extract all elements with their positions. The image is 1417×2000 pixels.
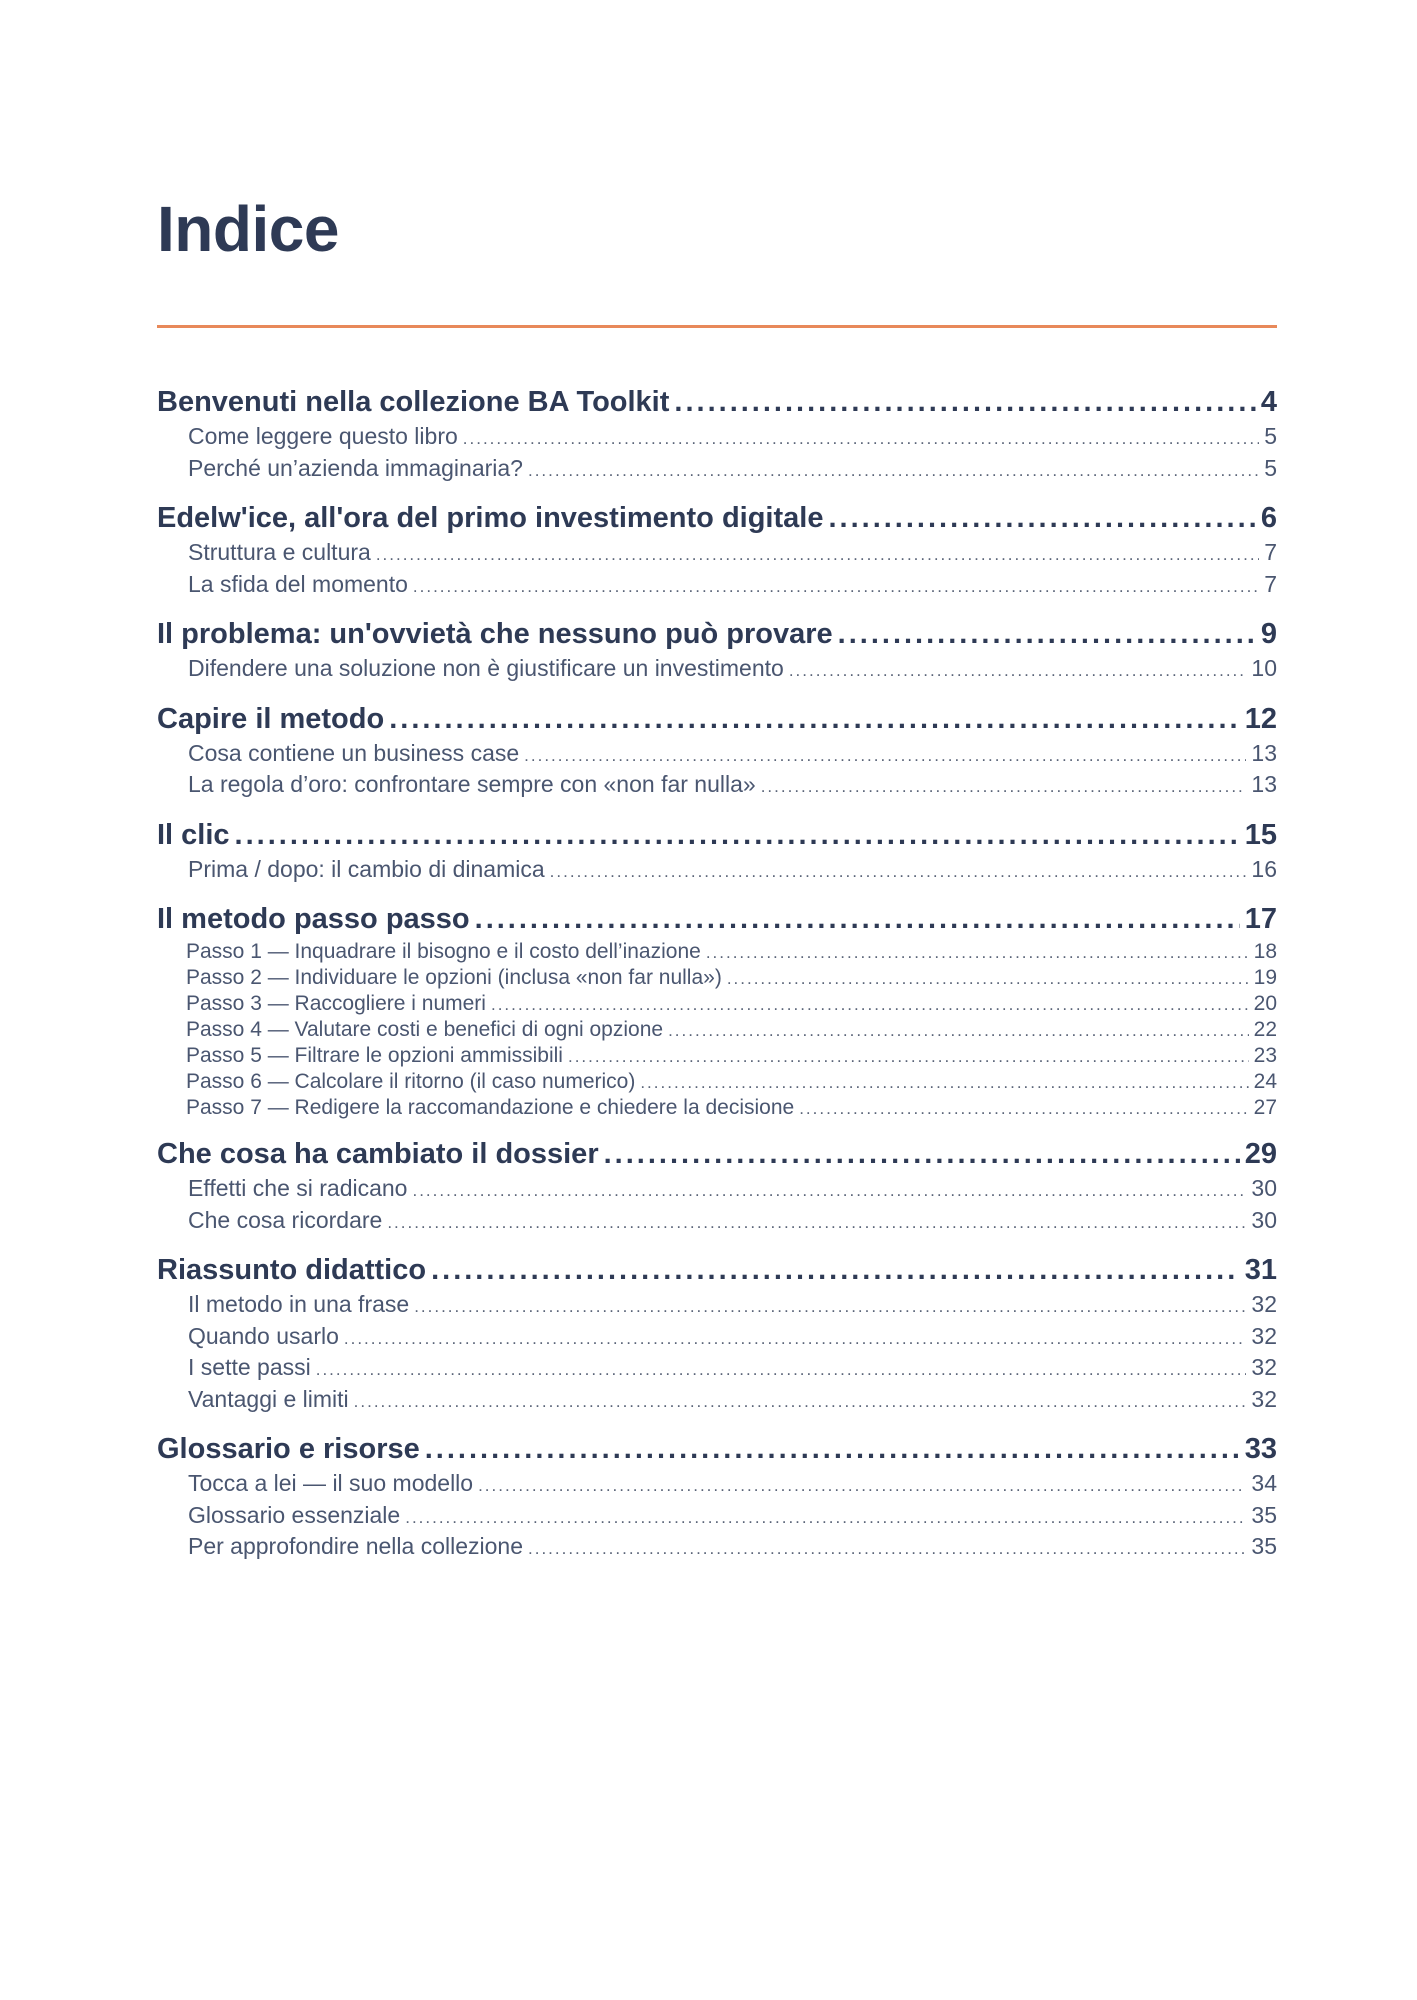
chapter-page-number: 12 bbox=[1244, 702, 1277, 735]
section-title: I sette passi bbox=[188, 1354, 311, 1380]
dot-leader bbox=[344, 1325, 1247, 1354]
dot-leader bbox=[491, 992, 1249, 1017]
section-page-number: 32 bbox=[1251, 1354, 1277, 1380]
toc-section-entry[interactable] bbox=[157, 454, 1277, 486]
dot-leader bbox=[431, 1250, 1240, 1290]
dot-leader bbox=[414, 1293, 1246, 1322]
page-title: Indice bbox=[157, 193, 339, 265]
toc-section-entry[interactable] bbox=[157, 538, 1277, 570]
chapter-title: Il clic bbox=[157, 818, 230, 851]
section-page-number: 13 bbox=[1251, 739, 1277, 766]
dot-leader bbox=[789, 657, 1247, 686]
toc-chapter bbox=[157, 498, 1277, 601]
toc-chapter bbox=[157, 1429, 1277, 1564]
toc-section-entry[interactable] bbox=[157, 1206, 1277, 1238]
toc-chapter-entry[interactable] bbox=[157, 699, 1277, 739]
dot-leader bbox=[838, 614, 1256, 654]
toc-section-entry[interactable] bbox=[157, 1353, 1277, 1385]
toc-step-entry[interactable] bbox=[157, 1095, 1277, 1121]
toc-section-entry[interactable] bbox=[157, 422, 1277, 454]
section-page-number: 32 bbox=[1251, 1291, 1277, 1317]
step-title: Passo 2 — Individuare le opzioni (inclusa «non far nulla») bbox=[186, 966, 722, 989]
toc-section-entry[interactable] bbox=[157, 1469, 1277, 1501]
chapter-title: Glossario e risorse bbox=[157, 1433, 420, 1465]
dot-leader bbox=[389, 699, 1240, 739]
dot-leader bbox=[528, 1535, 1246, 1564]
section-title: Per approfondire nella collezione bbox=[188, 1533, 523, 1559]
toc-chapter-entry[interactable] bbox=[157, 382, 1277, 422]
chapter-title: Il problema: un'ovvietà che nessuno può provare bbox=[157, 618, 833, 650]
toc-chapter-entry[interactable] bbox=[157, 614, 1277, 654]
toc-section-entry[interactable] bbox=[157, 739, 1277, 771]
chapter-page-number: 33 bbox=[1244, 1433, 1277, 1465]
step-page-number: 18 bbox=[1253, 940, 1277, 963]
dot-leader bbox=[640, 1070, 1248, 1095]
section-page-number: 7 bbox=[1264, 570, 1277, 597]
section-page-number: 32 bbox=[1251, 1385, 1277, 1412]
section-page-number: 5 bbox=[1264, 423, 1277, 449]
step-title: Passo 1 — Inquadrare il bisogno e il costo dell’inazione bbox=[186, 940, 701, 963]
toc-section-entry[interactable] bbox=[157, 1532, 1277, 1564]
dot-leader bbox=[727, 966, 1249, 991]
chapter-title: Il metodo passo passo bbox=[157, 903, 470, 935]
section-title: Struttura e cultura bbox=[188, 539, 371, 565]
toc-chapter-entry[interactable] bbox=[157, 1134, 1277, 1174]
dot-leader bbox=[376, 541, 1259, 570]
chapter-page-number: 31 bbox=[1244, 1254, 1277, 1286]
dot-leader bbox=[387, 1209, 1246, 1238]
section-title: Difendere una soluzione non è giustificare un investimento bbox=[188, 655, 784, 681]
toc-section-entry[interactable] bbox=[157, 1385, 1277, 1417]
section-title: Come leggere questo libro bbox=[188, 423, 458, 449]
dot-leader bbox=[761, 773, 1247, 802]
section-page-number: 35 bbox=[1251, 1533, 1277, 1559]
toc-section-entry[interactable] bbox=[157, 570, 1277, 602]
dot-leader bbox=[604, 1134, 1240, 1174]
chapter-title: Benvenuti nella collezione BA Toolkit bbox=[157, 386, 670, 418]
dot-leader bbox=[413, 573, 1259, 602]
chapter-page-number: 17 bbox=[1244, 903, 1277, 935]
section-page-number: 13 bbox=[1251, 771, 1277, 797]
section-title: La regola d’oro: confrontare sempre con «non far nulla» bbox=[188, 771, 756, 797]
toc-section-entry[interactable] bbox=[157, 1290, 1277, 1322]
section-page-number: 16 bbox=[1251, 855, 1277, 882]
toc-chapter bbox=[157, 1134, 1277, 1237]
toc-chapter-entry[interactable] bbox=[157, 815, 1277, 855]
chapter-title: Capire il metodo bbox=[157, 702, 385, 735]
dot-leader bbox=[235, 815, 1240, 855]
toc-step-entry[interactable] bbox=[157, 965, 1277, 991]
toc-section-entry[interactable] bbox=[157, 855, 1277, 887]
step-page-number: 20 bbox=[1253, 992, 1277, 1015]
chapter-title: Che cosa ha cambiato il dossier bbox=[157, 1138, 599, 1170]
dot-leader bbox=[528, 457, 1259, 486]
toc-section-entry[interactable] bbox=[157, 1174, 1277, 1206]
section-title: Glossario essenziale bbox=[188, 1501, 401, 1528]
dot-leader bbox=[668, 1018, 1249, 1043]
dot-leader bbox=[316, 1356, 1247, 1385]
chapter-title: Riassunto didattico bbox=[157, 1254, 427, 1286]
toc-chapter-entry[interactable] bbox=[157, 1250, 1277, 1290]
section-title: Vantaggi e limiti bbox=[188, 1385, 349, 1412]
dot-leader bbox=[568, 1044, 1249, 1069]
toc-section-entry[interactable] bbox=[157, 770, 1277, 802]
dot-leader bbox=[674, 382, 1255, 422]
dot-leader bbox=[463, 425, 1259, 454]
toc-section-entry[interactable] bbox=[157, 1501, 1277, 1533]
chapter-page-number: 6 bbox=[1260, 502, 1277, 534]
toc-chapter bbox=[157, 614, 1277, 686]
toc-chapter-entry[interactable] bbox=[157, 1429, 1277, 1469]
step-page-number: 24 bbox=[1253, 1070, 1277, 1093]
section-title: La sfida del momento bbox=[188, 570, 408, 597]
section-title: Effetti che si radicano bbox=[188, 1175, 408, 1201]
step-title: Passo 3 — Raccogliere i numeri bbox=[186, 992, 486, 1015]
chapter-page-number: 15 bbox=[1244, 818, 1277, 851]
step-page-number: 22 bbox=[1253, 1018, 1277, 1041]
section-page-number: 32 bbox=[1251, 1322, 1277, 1349]
toc-step-entry[interactable] bbox=[157, 1017, 1277, 1043]
section-title: Il metodo in una frase bbox=[188, 1291, 410, 1317]
table-of-contents bbox=[157, 382, 1277, 1577]
title-divider bbox=[157, 325, 1277, 328]
step-title: Passo 7 — Redigere la raccomandazione e chiedere la decisione bbox=[186, 1096, 795, 1119]
section-page-number: 34 bbox=[1251, 1470, 1277, 1496]
section-title: Cosa contiene un business case bbox=[188, 739, 520, 766]
section-title: Prima / dopo: il cambio di dinamica bbox=[188, 855, 545, 882]
chapter-page-number: 4 bbox=[1260, 386, 1277, 418]
section-page-number: 10 bbox=[1251, 655, 1277, 681]
toc-chapter bbox=[157, 699, 1277, 802]
dot-leader bbox=[412, 1177, 1246, 1206]
dot-leader bbox=[354, 1388, 1247, 1417]
dot-leader bbox=[475, 899, 1240, 939]
chapter-title: Edelw'ice, all'ora del primo investimento digitale bbox=[157, 502, 824, 534]
toc-step-entry[interactable] bbox=[157, 1069, 1277, 1095]
toc-section-entry[interactable] bbox=[157, 1322, 1277, 1354]
step-title: Passo 4 — Valutare costi e benefici di ogni opzione bbox=[186, 1018, 664, 1041]
section-title: Tocca a lei — il suo modello bbox=[188, 1470, 474, 1496]
toc-chapter-entry[interactable] bbox=[157, 899, 1277, 939]
step-page-number: 19 bbox=[1253, 966, 1277, 989]
step-page-number: 23 bbox=[1253, 1044, 1277, 1067]
section-page-number: 7 bbox=[1264, 539, 1277, 565]
toc-section-entry[interactable] bbox=[157, 654, 1277, 686]
toc-step-entry[interactable] bbox=[157, 1043, 1277, 1069]
section-page-number: 30 bbox=[1251, 1206, 1277, 1233]
toc-chapter bbox=[157, 1250, 1277, 1416]
section-page-number: 5 bbox=[1264, 454, 1277, 481]
step-title: Passo 5 — Filtrare le opzioni ammissibili bbox=[186, 1044, 563, 1067]
section-title: Che cosa ricordare bbox=[188, 1206, 383, 1233]
section-title: Perché un’azienda immaginaria? bbox=[188, 454, 523, 481]
dot-leader bbox=[524, 742, 1246, 771]
toc-chapter-entry[interactable] bbox=[157, 498, 1277, 538]
dot-leader bbox=[706, 940, 1249, 965]
toc-step-entry[interactable] bbox=[157, 939, 1277, 965]
toc-step-entry[interactable] bbox=[157, 991, 1277, 1017]
dot-leader bbox=[550, 858, 1247, 887]
step-title: Passo 6 — Calcolare il ritorno (il caso numerico) bbox=[186, 1070, 636, 1093]
chapter-page-number: 9 bbox=[1260, 618, 1277, 650]
dot-leader bbox=[425, 1429, 1240, 1469]
section-title: Quando usarlo bbox=[188, 1322, 339, 1349]
chapter-page-number: 29 bbox=[1244, 1138, 1277, 1170]
dot-leader bbox=[405, 1504, 1246, 1533]
toc-chapter bbox=[157, 382, 1277, 485]
dot-leader bbox=[478, 1472, 1246, 1501]
dot-leader bbox=[799, 1096, 1248, 1121]
toc-chapter bbox=[157, 899, 1277, 1121]
toc-chapter bbox=[157, 815, 1277, 887]
section-page-number: 35 bbox=[1251, 1501, 1277, 1528]
step-page-number: 27 bbox=[1253, 1096, 1277, 1119]
dot-leader bbox=[828, 498, 1255, 538]
section-page-number: 30 bbox=[1251, 1175, 1277, 1201]
